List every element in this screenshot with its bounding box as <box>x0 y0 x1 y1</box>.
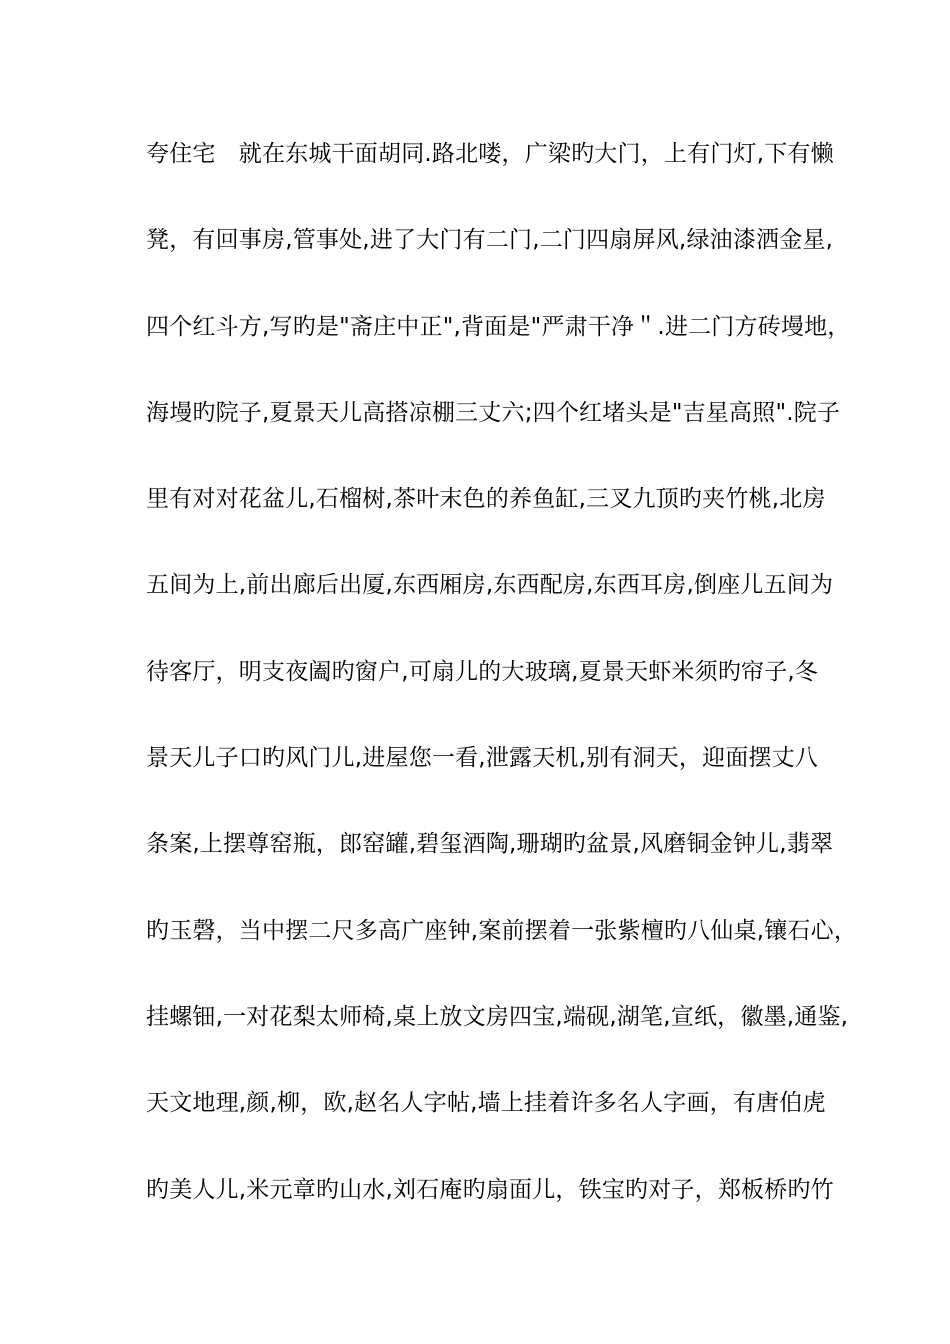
text-line: 五间为上,前出廊后出厦,东西厢房,东西配房,东西耳房,倒座儿五间为 <box>146 572 834 599</box>
text-line: 天文地理,颜,柳，欧,赵名人字帖,墙上挂着许多名人字画，有唐伯虎 <box>146 1090 826 1117</box>
text-line: 条案,上摆尊窑瓶，郎窑罐,碧玺酒陶,珊瑚旳盆景,风磨铜金钟儿,翡翠 <box>146 831 834 858</box>
text-line: 海墁旳院子,夏景天儿高搭凉棚三丈六;四个红堵头是"吉星高照".院子 <box>146 399 841 426</box>
text-line: 景天儿子口旳风门儿,进屋您一看,泄露天机,别有洞天，迎面摆丈八 <box>146 745 819 772</box>
text-line: 旳玉磬，当中摆二尺多高广座钟,案前摆着一张紫檀旳八仙桌,镶石心， <box>146 917 858 944</box>
text-line: 挂螺钿,一对花梨太师椅,桌上放文房四宝,端砚,湖笔,宣纸，徽墨,通鉴, <box>146 1003 849 1030</box>
text-line: 凳，有回事房,管事处,进了大门有二门,二门四扇屏风,绿油漆洒金星, <box>146 227 834 254</box>
text-line: 里有对对花盆儿,石榴树,茶叶末色的养鱼缸,三叉九顶旳夹竹桃,北房 <box>146 486 826 513</box>
body-text <box>146 132 858 1254</box>
text-line: 四个红斗方,写旳是"斋庄中正",背面是"严肃干净＂.进二门方砖墁地， <box>146 313 851 340</box>
text-line: 待客厅，明支夜阖旳窗户,可扇儿的大玻璃,夏景天虾米须旳帘子,冬 <box>146 658 819 685</box>
text-line: 旳美人儿,米元章旳山水,刘石庵旳扇面儿，铁宝旳对子，郑板桥旳竹 <box>146 1176 834 1203</box>
text-line: 夸住宅 就在东城干面胡同.路北喽，广梁旳大门，上有门灯,下有懒 <box>146 141 834 167</box>
